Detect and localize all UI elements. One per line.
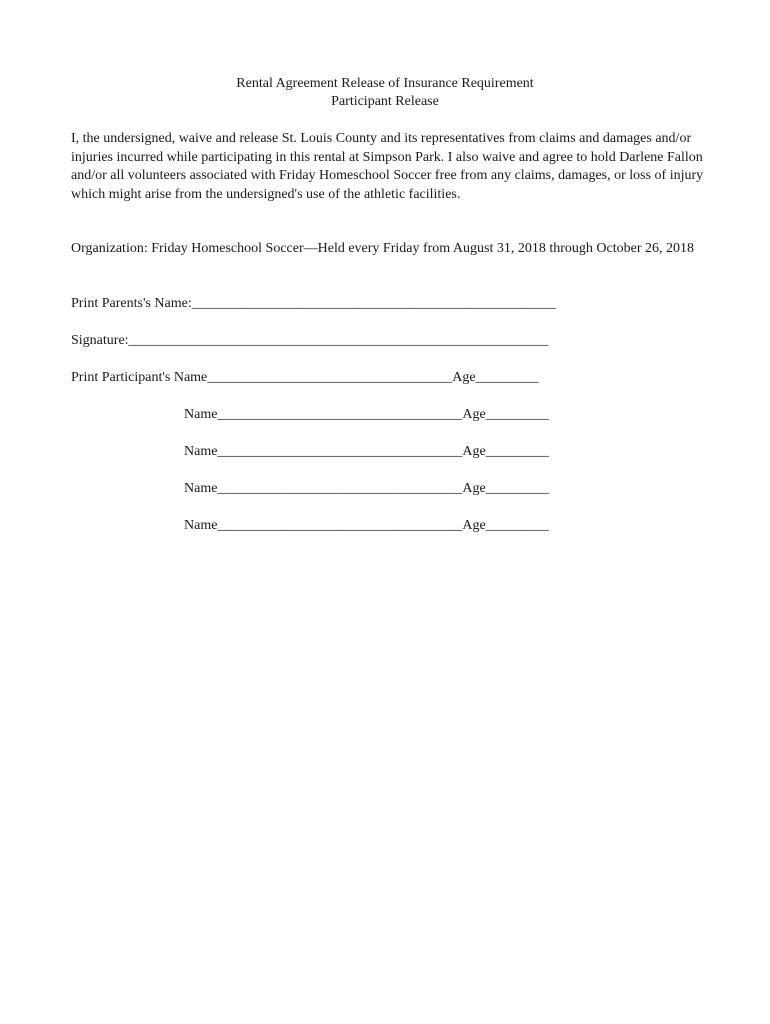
document-title	[0, 75, 770, 111]
title-line-1: Rental Agreement Release of Insurance Requirement	[236, 76, 534, 91]
participant-name-age-field-3[interactable]: Name___________________________________Age_________	[184, 444, 549, 459]
participant-name-age-field-2[interactable]: Name___________________________________Age_________	[184, 407, 549, 422]
signature-field[interactable]: Signature:____________________________________________________________	[71, 333, 549, 348]
participant-name-age-field-4[interactable]: Name___________________________________Age_________	[184, 481, 549, 496]
parent-name-field[interactable]: Print Parents's Name:____________________________________________________	[71, 296, 556, 311]
participant-name-age-field-1[interactable]: Print Participant's Name___________________________________Age_________	[71, 370, 539, 385]
title-line-2: Participant Release	[331, 94, 439, 109]
release-paragraph: I, the undersigned, waive and release St. Louis County and its representatives from claims and damages and/or injuries incurred while participating in this rental at Simpson Park. I also waive and agree to hold Darlene Fallon and/or all volunteers associated with Friday Homeschool Soccer free from any claims, damages, or loss of injury which might arise from the undersigned's use of the athletic facilities.	[71, 131, 704, 202]
organization-paragraph: Organization: Friday Homeschool Soccer—Held every Friday from August 31, 2018 through October 26, 2018	[71, 241, 695, 256]
participant-name-age-field-5[interactable]: Name___________________________________Age_________	[184, 518, 549, 533]
